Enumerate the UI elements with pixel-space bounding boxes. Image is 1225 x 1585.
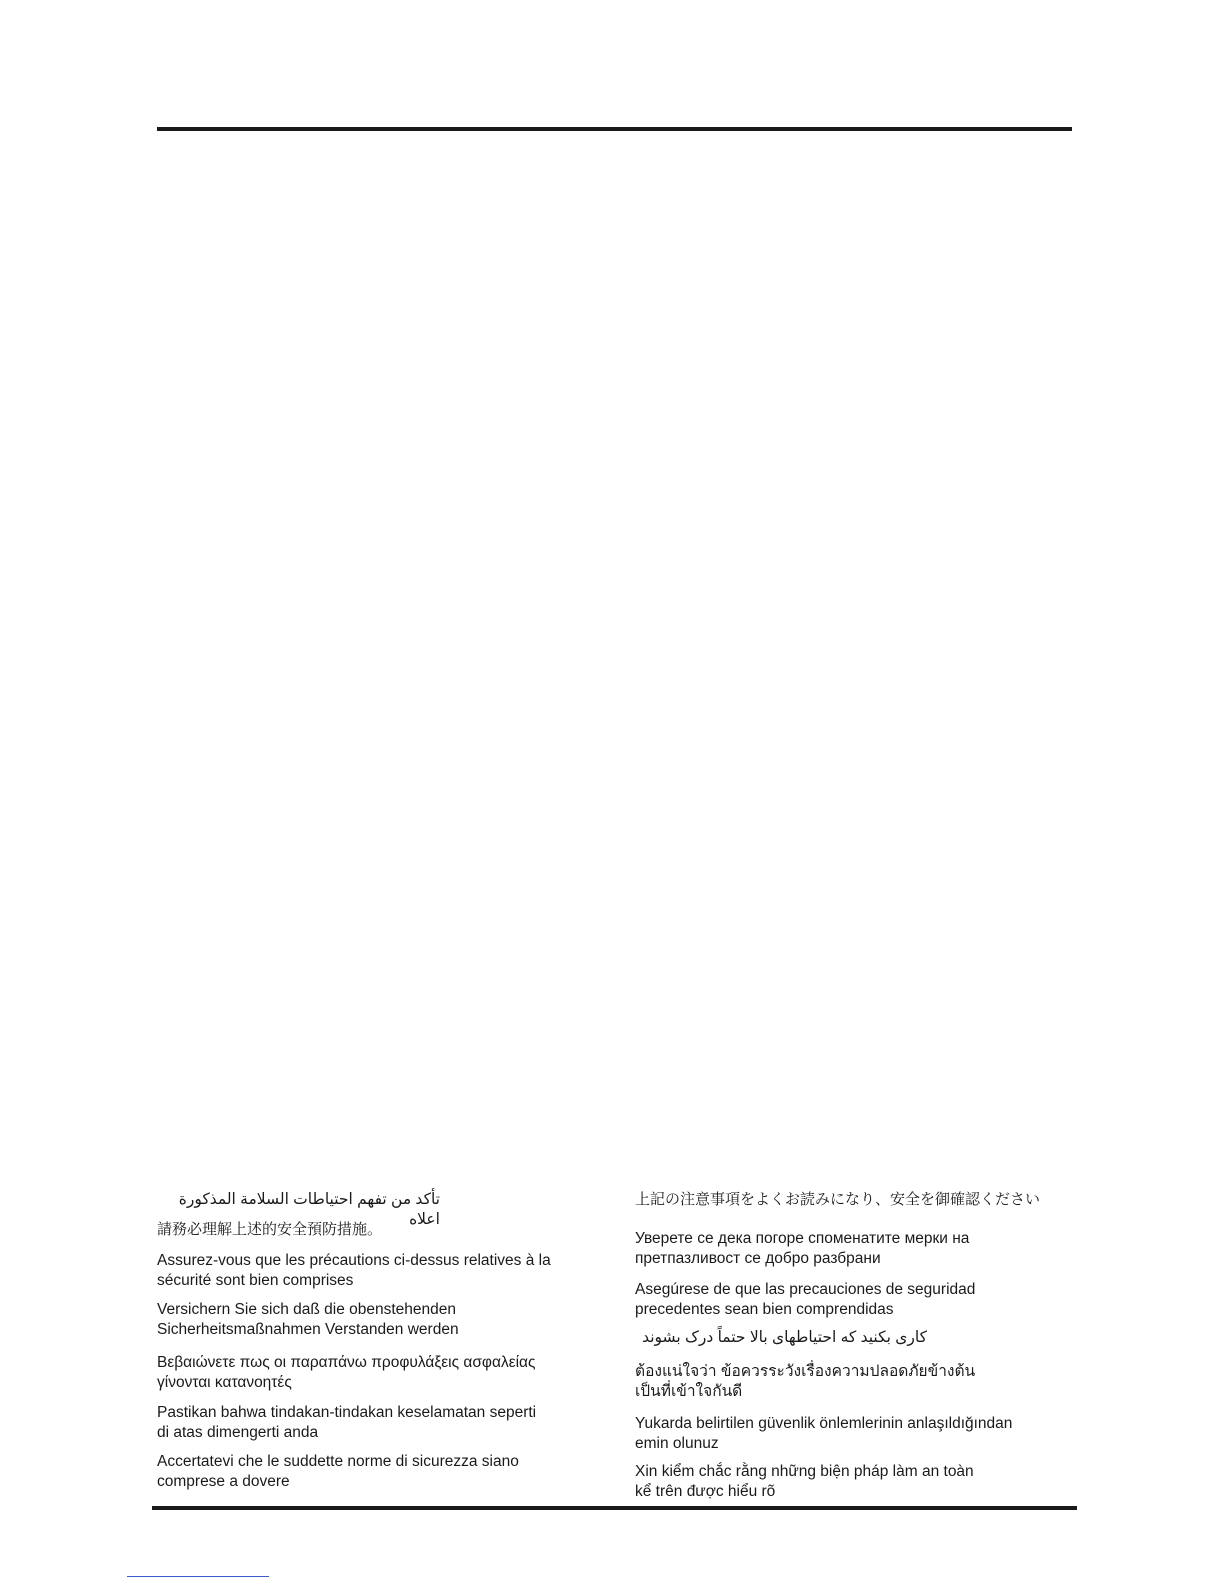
bottom-divider xyxy=(152,1506,1077,1510)
spanish-text: Asegúrese de que las precauciones de seguridad precedentes sean bien comprendidas xyxy=(635,1281,976,1318)
footer-link-underline[interactable] xyxy=(127,1576,269,1577)
greek-text: Βεβαιώνετε πως οι παραπάνω προφυλάξεις ασφαλείας γίνονται κατανοητές xyxy=(157,1354,536,1391)
german-text: Versichern Sie sich daß die obenstehenden Sicherheitsmaßnahmen Verstanden werden xyxy=(157,1301,459,1338)
indonesian-text: Pastikan bahwa tindakan-tindakan keselamatan seperti di atas dimengerti anda xyxy=(157,1404,537,1441)
persian-text: کاری بکنید که احتیاطهای بالا حتماً درک بشوند xyxy=(642,1329,927,1346)
turkish-text: Yukarda belirtilen güvenlik önlemlerinin anlaşıldığından emin olunuz xyxy=(635,1415,1013,1452)
arabic-text: تأكد من تفهم احتياطات السلامة المذكورة اعلاه xyxy=(178,1191,440,1228)
thai-text: ต้องแน่ใจว่า ข้อควรระวังเรื่องความปลอดภัยข้างต้น เป็นที่เข้าใจกันดี xyxy=(635,1363,976,1400)
top-divider xyxy=(157,127,1072,131)
french-text: Assurez-vous que les précautions ci-dessus relatives à la sécurité sont bien comprises xyxy=(157,1252,551,1289)
macedonian-text: Уверете се дека погоре споменатите мерки на претпазливост се добро разбрани xyxy=(635,1230,970,1267)
chinese-text: 請務必理解上述的安全預防措施。 xyxy=(157,1221,383,1238)
vietnamese-text: Xin kiểm chắc rằng những biện pháp làm an toàn kể trên được hiểu rõ xyxy=(635,1463,974,1500)
japanese-text: 上記の注意事項をよくお読みになり、安全を御確認ください xyxy=(635,1191,1041,1208)
italian-text: Accertatevi che le suddette norme di sicurezza siano comprese a dovere xyxy=(157,1453,519,1490)
